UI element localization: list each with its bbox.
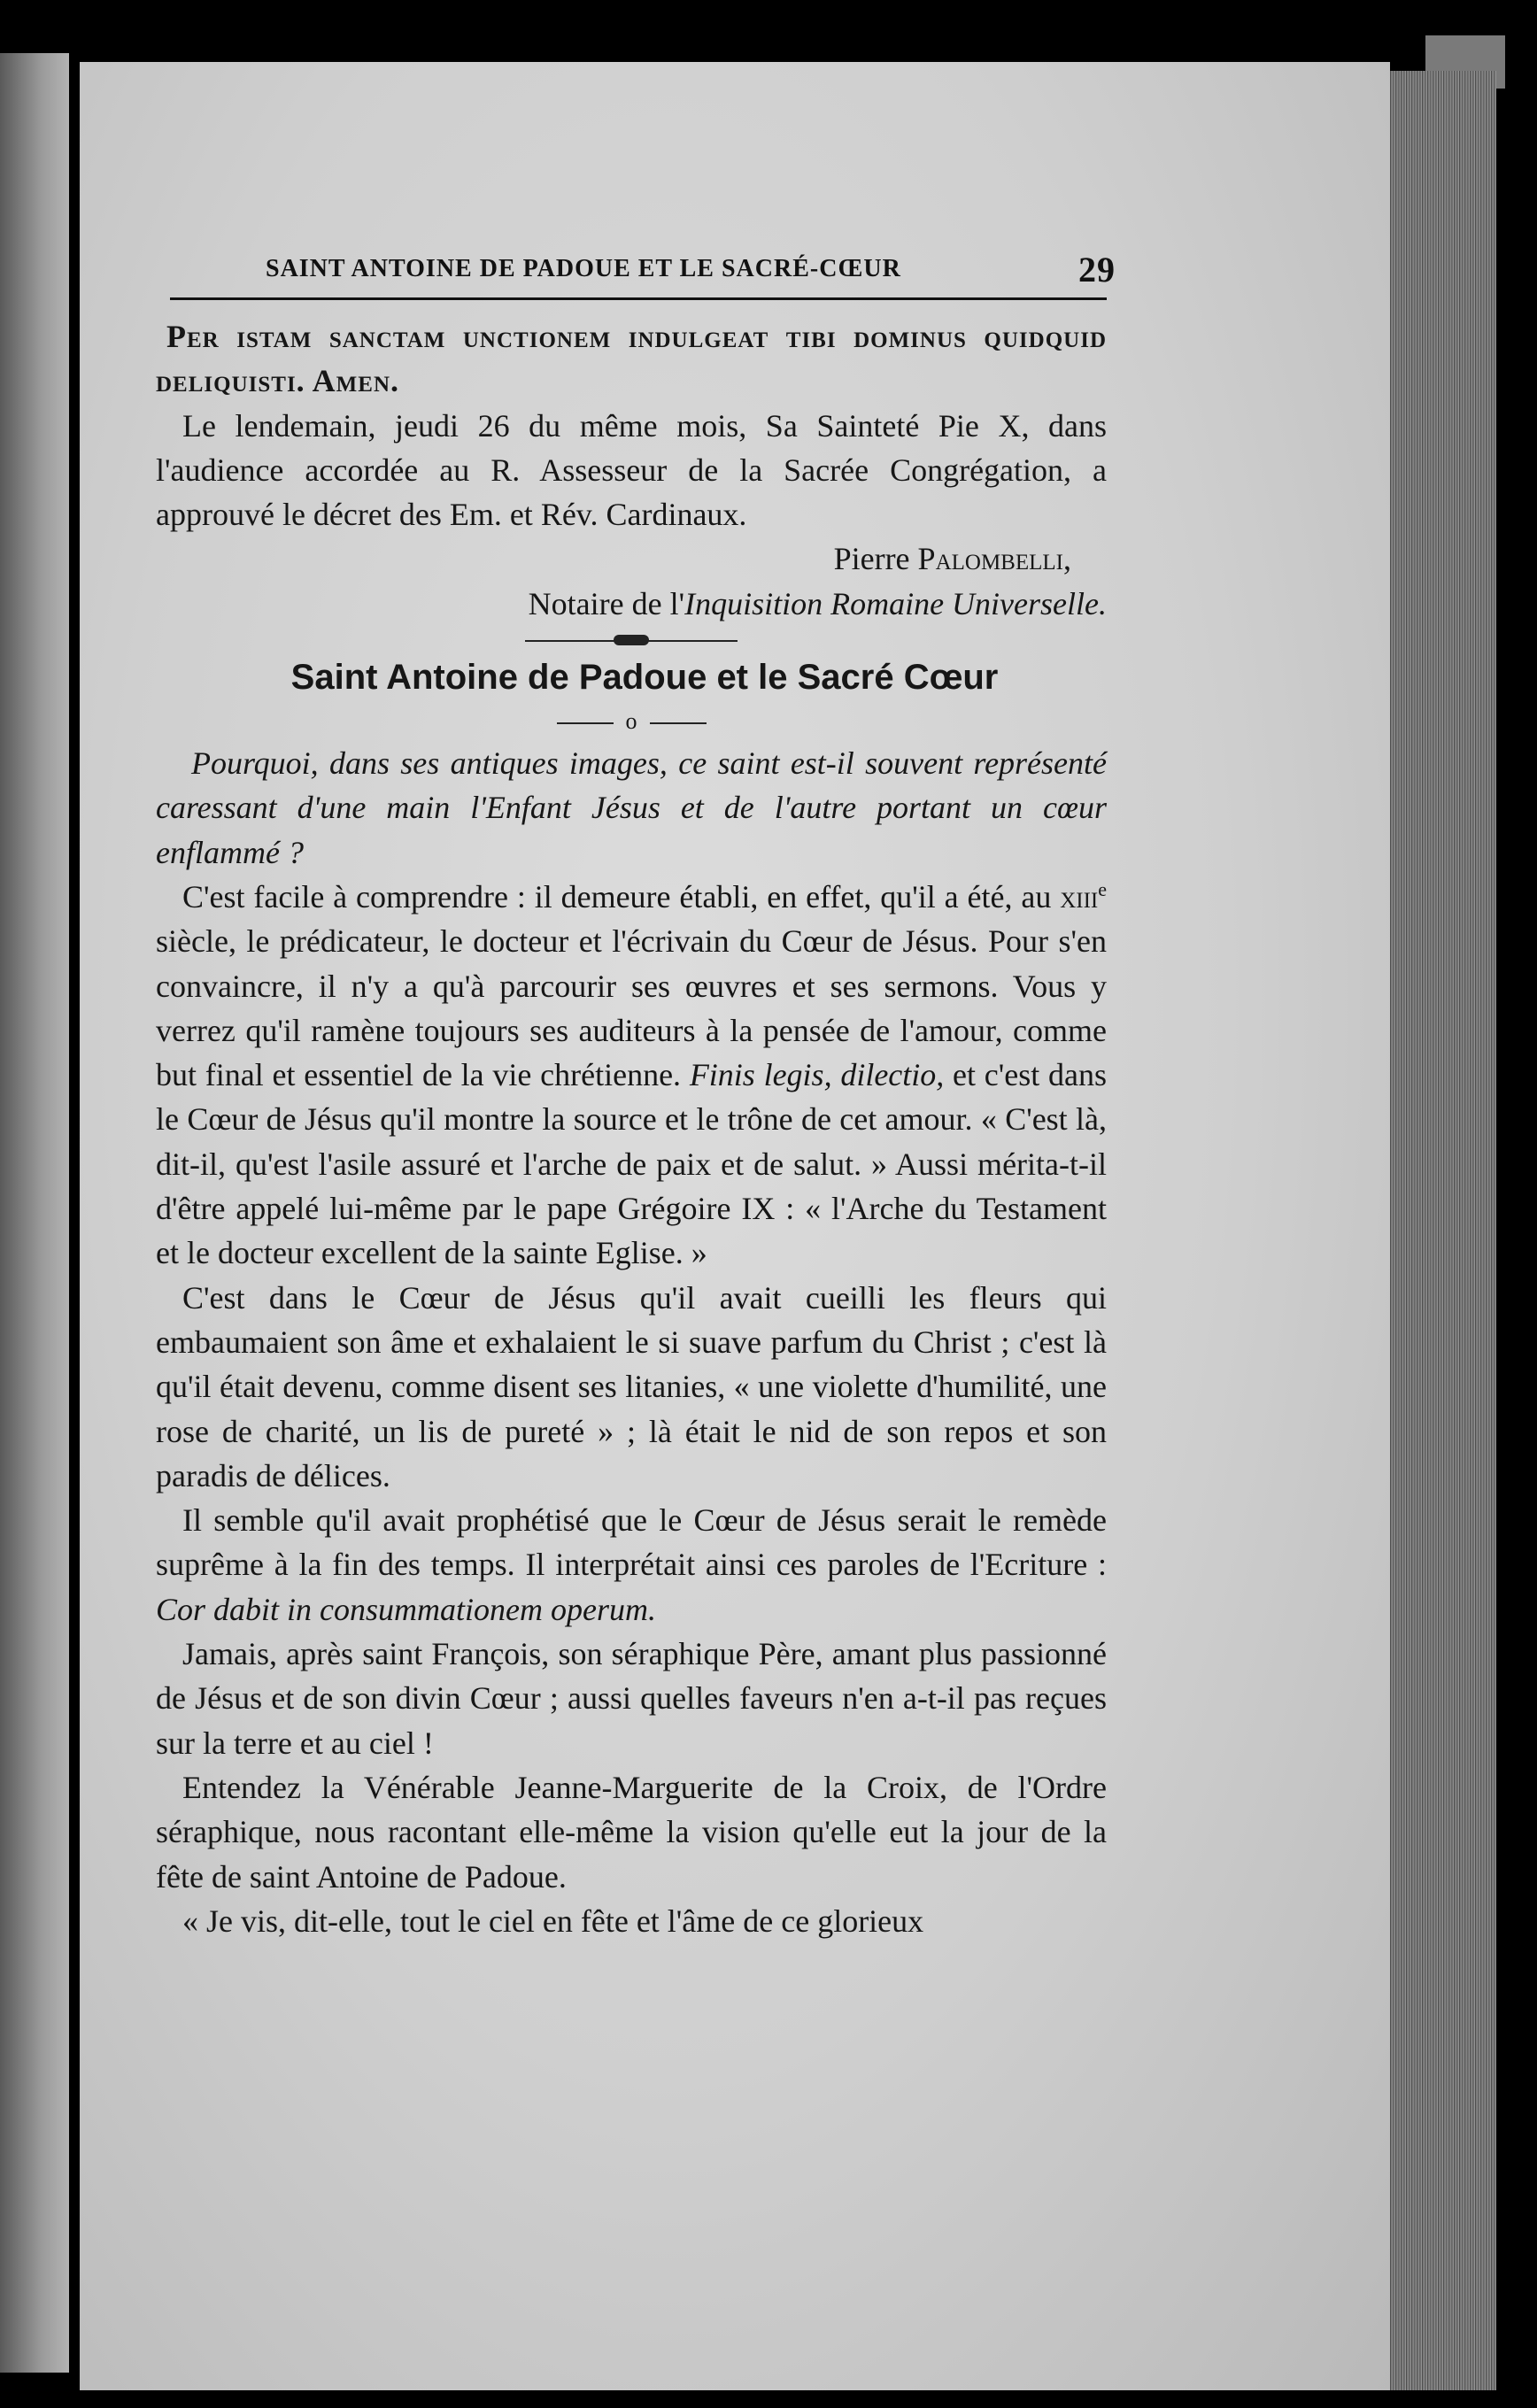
- ornament-rule: [525, 640, 738, 642]
- signature-title: [156, 582, 1107, 626]
- paragraph-6: « Je vis, dit-elle, tout le ciel en fête et l'âme de ce glorieux: [182, 1902, 924, 1939]
- heading-separator: [156, 702, 1107, 741]
- ornament-dot: [614, 635, 649, 645]
- latin-quote-cor-dabit: Cor dabit in consummationem operum.: [156, 1591, 656, 1627]
- separator-line-right: [650, 722, 707, 724]
- signature-title-prefix: Notaire de l': [528, 585, 685, 621]
- book-gutter: [69, 53, 80, 2373]
- page-number: 29: [1078, 249, 1116, 289]
- separator-line-left: [557, 722, 614, 724]
- signature-last-name: Palombelli,: [917, 541, 1071, 577]
- paragraph-1: [156, 875, 1107, 1276]
- section-ornament: [156, 626, 1107, 652]
- signature-name: [156, 536, 1071, 581]
- paragraph-1-part-c: et c'est dans le Cœur de Jésus qu'il montre la source et le trône de cet amour. « C'est là, dit-il, qu'est l'asile assuré et l'arche de paix et de salut. » Aussi mérita-t-il d'être appelé lui-même par le pape Grégoire IX : « l'Arche du Testament et le docteur excellent de la sainte Eglise. »: [156, 1057, 1107, 1271]
- running-title: SAINT ANTOINE DE PADOUE ET LE SACRÉ-CŒUR: [266, 255, 901, 282]
- facing-page-edge: [0, 53, 69, 2373]
- article-question: Pourquoi, dans ses antiques images, ce saint est-il souvent représenté caressant d'une main l'Enfant Jésus et de l'autre portant un cœur enflammé ?: [156, 745, 1107, 870]
- paragraph-4: Jamais, après saint François, son séraphique Père, amant plus passionné de Jésus et de son divin Cœur ; aussi quelles faveurs n'en a-t-il pas reçues sur la terre et au ciel !: [156, 1636, 1107, 1761]
- paragraph-3: [156, 1498, 1107, 1632]
- century-numeral: xiii: [1060, 878, 1099, 915]
- page-body: [156, 314, 1107, 1943]
- signature-title-italic: Inquisition Romaine Universelle.: [684, 585, 1107, 621]
- decree-paragraph: Le lendemain, jeudi 26 du même mois, Sa Sainteté Pie X, dans l'audience accordée au R. Assesseur de la Sacrée Congrégation, a approuvé le décret des Em. et Rév. Cardinaux.: [156, 407, 1107, 533]
- signature-first-name: Pierre: [833, 541, 910, 577]
- century-superscript: e: [1098, 877, 1107, 900]
- paragraph-1-part-b: siècle, le prédicateur, le docteur et l'écrivain du Cœur de Jésus. Pour s'en convaincre, il n'y a qu'à parcourir ses œuvres et ses sermons. Vous y verrez qu'il ramène toujours ses auditeurs à la pensée de l'amour, comme but final et essentiel de la vie chrétienne.: [156, 923, 1107, 1093]
- paragraph-5: Entendez la Vénérable Jeanne-Marguerite de la Croix, de l'Ordre séraphique, nous racontant elle-même la vision qu'elle eut la jour de la fête de saint Antoine de Padoue.: [156, 1769, 1107, 1895]
- header-rule: [170, 297, 1107, 300]
- article-heading: Saint Antoine de Padoue et le Sacré Cœur: [290, 658, 999, 698]
- latin-quote-finis-legis: Finis legis, dilectio,: [689, 1057, 945, 1093]
- running-header: [266, 248, 1116, 290]
- paragraph-3-part-a: Il semble qu'il avait prophétisé que le Cœur de Jésus serait le remède suprême à la fin des temps. Il interprétait ainsi ces paroles de l'Ecriture :: [156, 1502, 1107, 1583]
- paragraph-1-part-a: C'est facile à comprendre : il demeure établi, en effet, qu'il a été, au: [182, 878, 1061, 915]
- latin-formula: Per istam sanctam unctionem indulgeat tibi dominus quidquid deliquisti. Amen.: [156, 319, 1107, 399]
- separator-mark: o: [625, 708, 637, 735]
- page-edges: [1390, 71, 1496, 2390]
- paragraph-2: C'est dans le Cœur de Jésus qu'il avait cueilli les fleurs qui embaumaient son âme et exhalaient le si suave parfum du Christ ; c'est là qu'il était devenu, comme disent ses litanies, « une violette d'humilité, une rose de charité, un lis de pureté » ; là était le nid de son repos et son paradis de délices.: [156, 1279, 1107, 1493]
